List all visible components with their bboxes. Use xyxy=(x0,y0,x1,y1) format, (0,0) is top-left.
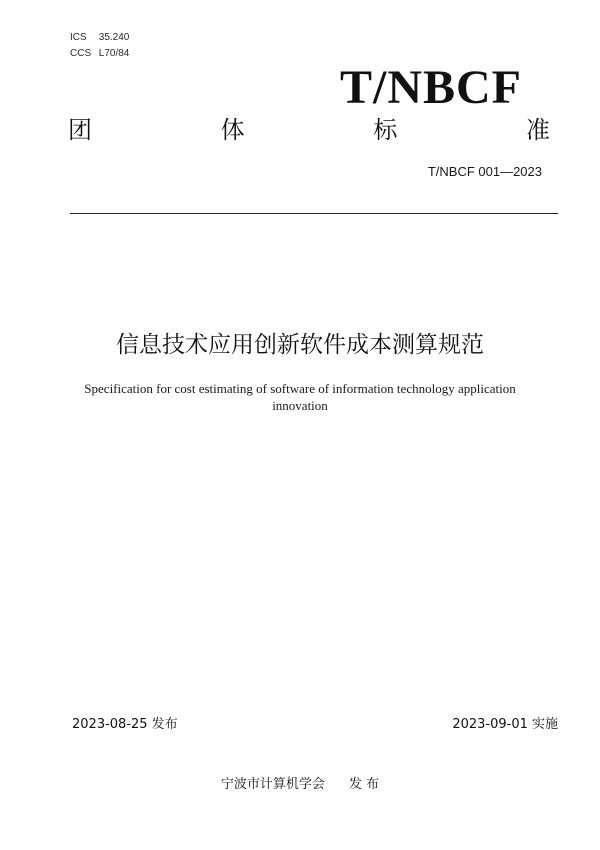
standard-type-char: 准 xyxy=(525,116,550,144)
title-english-line: Specification for cost estimating of software of information technology application xyxy=(84,381,516,396)
ics-code-row xyxy=(70,30,129,46)
organization-code: T/NBCF xyxy=(339,61,522,114)
title-english xyxy=(50,380,550,414)
classification-codes xyxy=(70,30,129,62)
standard-type-char: 标 xyxy=(373,116,398,144)
implementation-date: 2023-09-01 实施 xyxy=(452,717,558,732)
standard-type-char: 团 xyxy=(68,116,92,144)
standard-type-char: 体 xyxy=(220,116,245,144)
publisher-action: 发 布 xyxy=(348,777,380,792)
title-english-line: innovation xyxy=(272,398,328,413)
issue-date: 2023-08-25 发布 xyxy=(72,717,178,732)
title-chinese: 信息技术应用创新软件成本测算规范 xyxy=(116,332,484,358)
publisher-name: 宁波市计算机学会 xyxy=(220,777,325,792)
header-divider xyxy=(70,213,558,214)
ccs-code-row xyxy=(70,46,129,62)
standard-number: T/NBCF 001—2023 xyxy=(427,164,542,179)
ics-value: 35.240 xyxy=(98,32,130,43)
ccs-value: L70/84 xyxy=(98,48,130,59)
ccs-label: CCS xyxy=(70,48,92,59)
ics-label: ICS xyxy=(70,32,87,43)
standard-type xyxy=(68,114,550,146)
publisher xyxy=(0,776,600,794)
